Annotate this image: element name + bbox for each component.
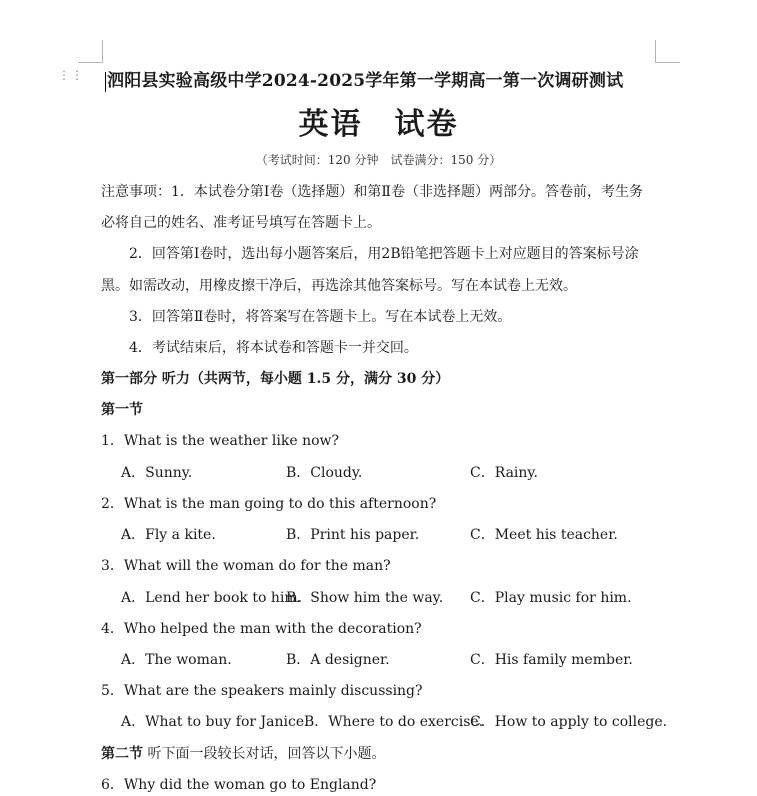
section-2-label: 第二节 (101, 746, 143, 762)
q1-option-c: C．Rainy. (470, 465, 538, 481)
notes-line-3: 3．回答第Ⅱ卷时，将答案写在答题卡上。写在本试卷上无效。 (129, 309, 512, 325)
q5-option-b: B．Where to do exercise. (304, 714, 484, 730)
q2-option-c: C．Meet his teacher. (470, 527, 618, 543)
part1-heading: 第一部分 听力（共两节，每小题 1.5 分，满分 30 分） (101, 371, 450, 387)
question-2: 2．What is the man going to do this afternoon? (101, 496, 437, 512)
notes-line-1b: 必将自己的姓名、准考证号填写在答题卡上。 (101, 215, 381, 231)
crop-mark-top-right (655, 40, 680, 63)
q2-option-a: A．Fly a kite. (121, 527, 216, 543)
q4-option-a: A．The woman. (121, 652, 232, 668)
section-2-heading (101, 745, 385, 763)
q4-option-b: B．A designer. (286, 652, 390, 668)
question-1: 1．What is the weather like now? (101, 433, 340, 449)
q3-option-c: C．Play music for him. (470, 590, 632, 606)
school-title: 泗阳县实验高级中学2024-2025学年第一学期高一第一次调研测试 (107, 71, 624, 91)
notes-line-4: 4．考试结束后，将本试卷和答题卡一并交回。 (129, 340, 418, 356)
question-6: 6．Why did the woman go to England? (101, 777, 377, 793)
question-5: 5．What are the speakers mainly discussing? (101, 683, 423, 699)
notes-line-1: 注意事项：1．本试卷分第Ⅰ卷（选择题）和第Ⅱ卷（非选择题）两部分。答卷前，考生务 (101, 184, 643, 200)
notes-line-2: 2．回答第Ⅰ卷时，选出每小题答案后，用2B铅笔把答题卡上对应题目的答案标号涂 (129, 246, 639, 262)
q3-option-b: B．Show him the way. (286, 590, 444, 606)
q5-option-a: A．What to buy for Janice. (121, 714, 309, 730)
q1-option-a: A．Sunny. (121, 465, 193, 481)
q3-option-a: A．Lend her book to him. (121, 590, 303, 606)
q4-option-c: C．His family member. (470, 652, 633, 668)
q5-option-c: C．How to apply to college. (470, 714, 668, 730)
drag-handle-icon[interactable]: ⋮⋮ (58, 68, 84, 82)
crop-mark-top-left (78, 40, 103, 63)
question-4: 4．Who helped the man with the decoration? (101, 621, 422, 637)
subject-title: 英语 试卷 (298, 107, 459, 142)
notes-line-2b: 黑。如需改动，用橡皮擦干净后，再选涂其他答案标号。写在本试卷上无效。 (101, 278, 577, 294)
text-cursor (105, 72, 106, 92)
section-1-heading: 第一节 (101, 402, 143, 418)
q2-option-b: B．Print his paper. (286, 527, 420, 543)
section-2-instruction: 听下面一段较长对话，回答以下小题。 (143, 746, 386, 762)
question-3: 3．What will the woman do for the man? (101, 558, 391, 574)
exam-info: （考试时间：120 分钟 试卷满分：150 分） (255, 153, 502, 167)
q1-option-b: B．Cloudy. (286, 465, 363, 481)
